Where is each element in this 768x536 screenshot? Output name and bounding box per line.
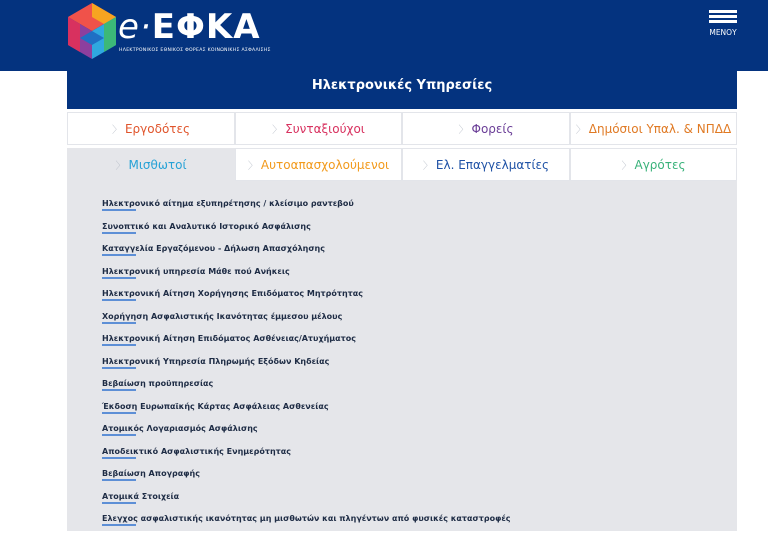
underline-accent xyxy=(102,524,136,526)
underline-accent xyxy=(102,502,136,504)
underline-accent xyxy=(102,209,136,211)
list-item[interactable] xyxy=(102,423,258,446)
service-link[interactable]: Ατομικός Λογαριασμός Ασφάλισης xyxy=(102,424,258,433)
service-link[interactable]: Χορήγηση Ασφαλιστικής Ικανότητας έμμεσου μέλους xyxy=(102,311,343,321)
service-link[interactable]: Συνοπτικό και Αναλυτικό Ιστορικό Ασφάλισης xyxy=(102,221,311,231)
tab-label: Συνταξιούχοι xyxy=(285,122,365,136)
list-item[interactable] xyxy=(102,221,311,244)
services-header: Ηλεκτρονικές Υπηρεσίες xyxy=(67,71,737,109)
list-item[interactable] xyxy=(102,446,291,469)
tab-el-epaggelmaties[interactable] xyxy=(402,148,570,181)
underline-accent xyxy=(102,389,136,391)
underline-accent xyxy=(102,457,136,459)
logo-name: ΕΦΚΑ xyxy=(151,7,261,47)
hamburger-icon xyxy=(709,10,737,13)
tab-label: Εργοδότες xyxy=(124,122,191,136)
list-item[interactable] xyxy=(102,333,356,356)
list-item[interactable] xyxy=(102,311,342,334)
logo-text xyxy=(118,7,261,47)
tab-autoapasxoloumenoi[interactable] xyxy=(235,148,402,181)
service-link[interactable]: Καταγγελία Εργαζόμενου - Δήλωση Απασχόλησης xyxy=(102,244,325,253)
chevron-right-icon: 〉 xyxy=(111,125,122,136)
list-item[interactable] xyxy=(102,401,329,424)
chevron-right-icon: 〉 xyxy=(272,125,283,136)
underline-accent xyxy=(102,322,136,324)
service-link[interactable]: Ηλεκτρονική Αίτηση Χορήγησης Επιδόματος Μητρότητας xyxy=(102,289,363,298)
service-link[interactable]: Βεβαίωση Απογραφής xyxy=(102,469,200,478)
service-link[interactable]: Ηλεκτρονική υπηρεσία Μάθε πού Ανήκεις xyxy=(102,266,290,276)
underline-accent xyxy=(102,254,136,256)
tab-label: Ελ. Επαγγελματίες xyxy=(435,158,550,172)
service-link[interactable]: Αποδεικτικό Ασφαλιστικής Ενημερότητας xyxy=(102,446,291,456)
service-link[interactable]: Ηλεκτρονική Υπηρεσία Πληρωμής Εξόδων Κηδείας xyxy=(102,356,330,366)
chevron-right-icon: 〉 xyxy=(247,161,258,172)
menu-label: ΜΕΝΟΥ xyxy=(709,28,737,37)
tab-agrotes[interactable] xyxy=(570,148,737,181)
tab-label: Αυτοαπασχολούμενοι xyxy=(260,158,390,172)
cube-logo-icon xyxy=(66,3,118,61)
logo-subtitle: ΗΛΕΚΤΡΟΝΙΚΟΣ ΕΘΝΙΚΟΣ ΦΟΡΕΑΣ ΚΟΙΝΩΝΙΚΗΣ ΑΣΦΑΛΙΣΗΣ xyxy=(119,48,271,53)
menu-button[interactable] xyxy=(704,10,742,40)
hamburger-icon-bar-2 xyxy=(709,15,737,18)
list-item[interactable] xyxy=(102,243,325,266)
tab-label: Δημόσιοι Υπαλ. & ΝΠΔΔ xyxy=(588,122,732,136)
underline-accent xyxy=(102,412,136,414)
chevron-right-icon: 〉 xyxy=(621,161,632,172)
underline-accent xyxy=(102,232,136,234)
tab-syntaxiouxoi[interactable] xyxy=(235,112,402,145)
chevron-right-icon: 〉 xyxy=(575,125,586,136)
list-item[interactable] xyxy=(102,513,511,536)
service-link[interactable]: Έκδοση Ευρωπαϊκής Κάρτας Ασφάλειας Ασθενείας xyxy=(102,401,329,411)
hamburger-icon-bar-3 xyxy=(709,20,737,23)
tab-dimosioi[interactable] xyxy=(570,112,737,145)
service-link[interactable]: Ηλεκτρονικό αίτημα εξυπηρέτησης / κλείσιμο ραντεβού xyxy=(102,199,354,208)
underline-accent xyxy=(102,299,136,301)
underline-accent xyxy=(102,367,136,369)
service-link[interactable]: Ατομικά Στοιχεία xyxy=(102,491,180,501)
underline-accent xyxy=(102,479,136,481)
tab-label: Μισθωτοί xyxy=(128,158,187,172)
tab-label: Φορείς xyxy=(471,122,514,136)
tab-ergodotes[interactable] xyxy=(67,112,235,145)
list-item[interactable] xyxy=(102,288,363,311)
chevron-right-icon: 〉 xyxy=(422,161,433,172)
top-header-bar xyxy=(0,0,768,71)
list-item[interactable] xyxy=(102,378,213,401)
service-link[interactable]: Ηλεκτρονική Αίτηση Επιδόματος Ασθένειας/Ατυχήματος xyxy=(102,334,357,343)
efka-logo[interactable] xyxy=(66,3,271,59)
chevron-right-icon: 〉 xyxy=(458,125,469,136)
logo-prefix: e· xyxy=(118,7,152,47)
underline-accent xyxy=(102,277,136,279)
list-item[interactable] xyxy=(102,198,354,221)
underline-accent xyxy=(102,434,136,436)
chevron-right-icon: 〉 xyxy=(115,161,126,172)
list-item[interactable] xyxy=(102,468,200,491)
tab-foreis[interactable] xyxy=(402,112,570,145)
tab-misthotoi[interactable] xyxy=(67,148,235,181)
list-item[interactable] xyxy=(102,266,290,289)
service-link[interactable]: Ελεγχος ασφαλιστικής ικανότητας μη μισθωτών και πληγέντων από φυσικές καταστροφές xyxy=(102,514,511,523)
list-item[interactable] xyxy=(102,491,179,514)
service-link[interactable]: Βεβαίωση προϋπηρεσίας xyxy=(102,379,214,388)
underline-accent xyxy=(102,344,136,346)
tab-label: Αγρότες xyxy=(634,158,686,172)
list-item[interactable] xyxy=(102,356,329,379)
services-list-panel xyxy=(67,181,737,531)
